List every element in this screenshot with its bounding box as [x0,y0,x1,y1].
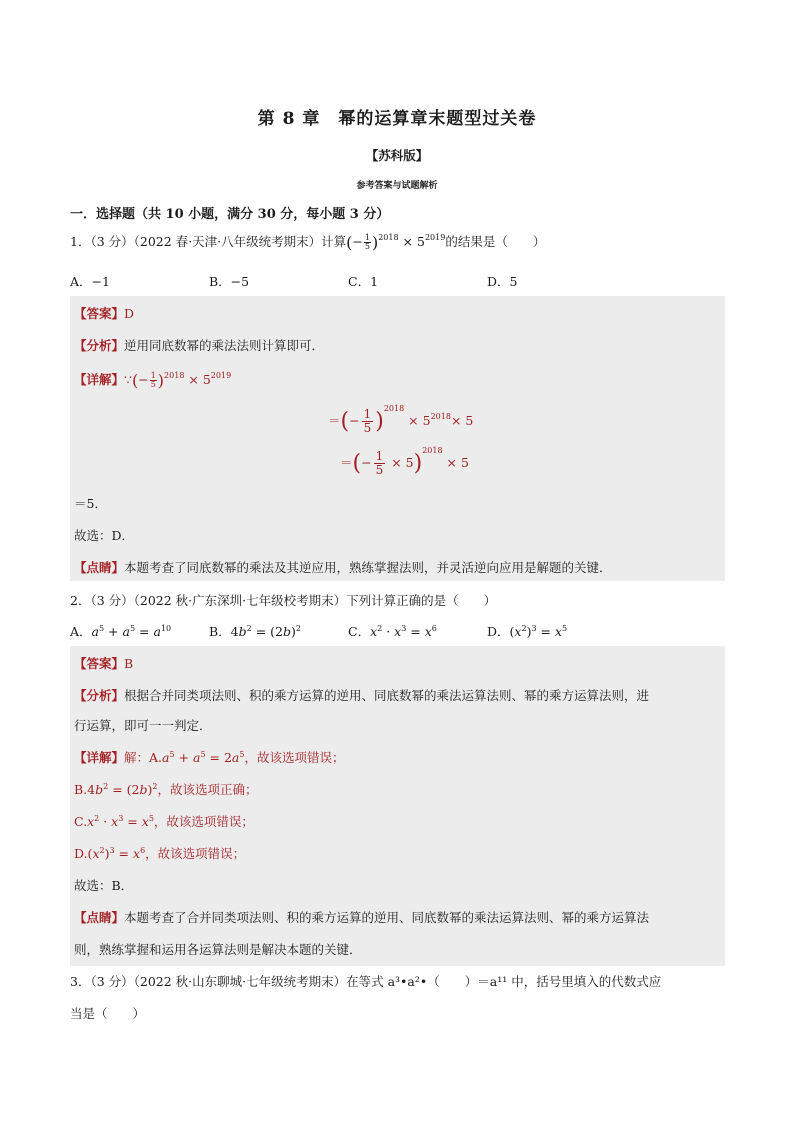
q2-solution-block [70,646,725,966]
q2-analysis-1: 【分析】根据合并同类项法则、积的乘方运算的逆用、同底数幂的乘法运算法则、幂的乘方运算法则，进 [74,688,650,703]
question-3-stem-line-1: 3．（3 分）（2022 秋·山东聊城·七年级统考期末）在等式 a³•a²•（ ）＝a¹¹ 中，括号里填入的代数式应 [70,974,662,989]
question-2-stem: 2．（3 分）（2022 秋·广东深圳·七年级校考期末）下列计算正确的是（ ） [70,593,497,608]
q1-option-d: D．5 [487,274,518,289]
q2-option-a: A．$a^5 + a^5 = a^{10}$ [70,623,172,639]
q1-option-a: A．−1 [70,274,110,289]
q1-option-b: B．−5 [209,274,250,289]
q1-analysis: 【分析】逆用同底数幂的乘法法则计算即可． [74,338,325,353]
q2-detail-c: $C.x^2 \cdot x^3 = x^5$，故该选项错误； [74,813,254,829]
q2-detail-b: $B.4b^2 = (2b)^2$，故该选项正确； [74,781,258,797]
q2-option-d: D．$(x^2)^3 = x^5$ [487,623,568,639]
page-title: 第 8 章 幂的运算章末题型过关卷 [257,109,537,129]
q2-choice: 故选：B． [74,878,134,893]
q2-detail-d: $D.(x^2)^3 = x^6$，故该选项错误； [74,845,246,861]
section-heading: 一．选择题（共 10 小题，满分 30 分，每小题 3 分） [70,207,390,222]
q1-answer: 【答案】D [74,306,135,321]
edition-label: 【苏科版】 [365,148,429,163]
q1-option-c: C．1 [348,274,379,289]
q1-step-1: ＝(− $\frac{1}{5}$ )$^{2018} \times 5^{2018}\times 5$ [328,404,474,435]
q2-option-c: C．$x^2 \cdot x^3 = x^6$ [348,623,437,639]
question-3-stem-line-2: 当是（ ） [70,1006,146,1021]
q2-answer: 【答案】B [74,656,134,671]
q2-option-b: B．$4b^2 = (2b)^2$ [209,623,301,639]
q2-comment-1: 【点睛】本题考查了合并同类项法则、积的乘方运算的逆用、同底数幂的乘法运算法则、幂的乘方运算法 [74,910,650,925]
q2-detail-a: 【详解】解：$A.a^5 + a^5 = 2a^5$，故该选项错误； [74,749,345,765]
question-1-stem: 1．（3 分）（2022 春·天津·八年级统考期末）计算(− $\frac{1}{5}$ )$^{2018} \times 5^{2019}$的结果是（ ） [70,233,546,252]
q1-solution-block [70,296,725,581]
subtitle: 参考答案与试题解析 [356,181,438,191]
q1-result: ＝5． [74,496,107,511]
q1-choice: 故选：D． [74,528,135,543]
q1-comment: 【点睛】本题考查了同底数幂的乘法及其逆应用，熟练掌握法则，并灵活逆向应用是解题的关键． [74,560,612,575]
q2-comment-2: 则，熟练掌握和运用各运算法则是解决本题的关键． [74,942,362,957]
q2-analysis-2: 行运算，即可一一判定． [74,718,212,733]
q1-detail: 【详解】∵(− $\frac{1}{5}$ )$^{2018} \times 5^{2019}$ [74,371,232,390]
q1-step-2: ＝(− $\frac{1}{5}$ × 5)$^{2018}$ × 5 [340,446,469,477]
